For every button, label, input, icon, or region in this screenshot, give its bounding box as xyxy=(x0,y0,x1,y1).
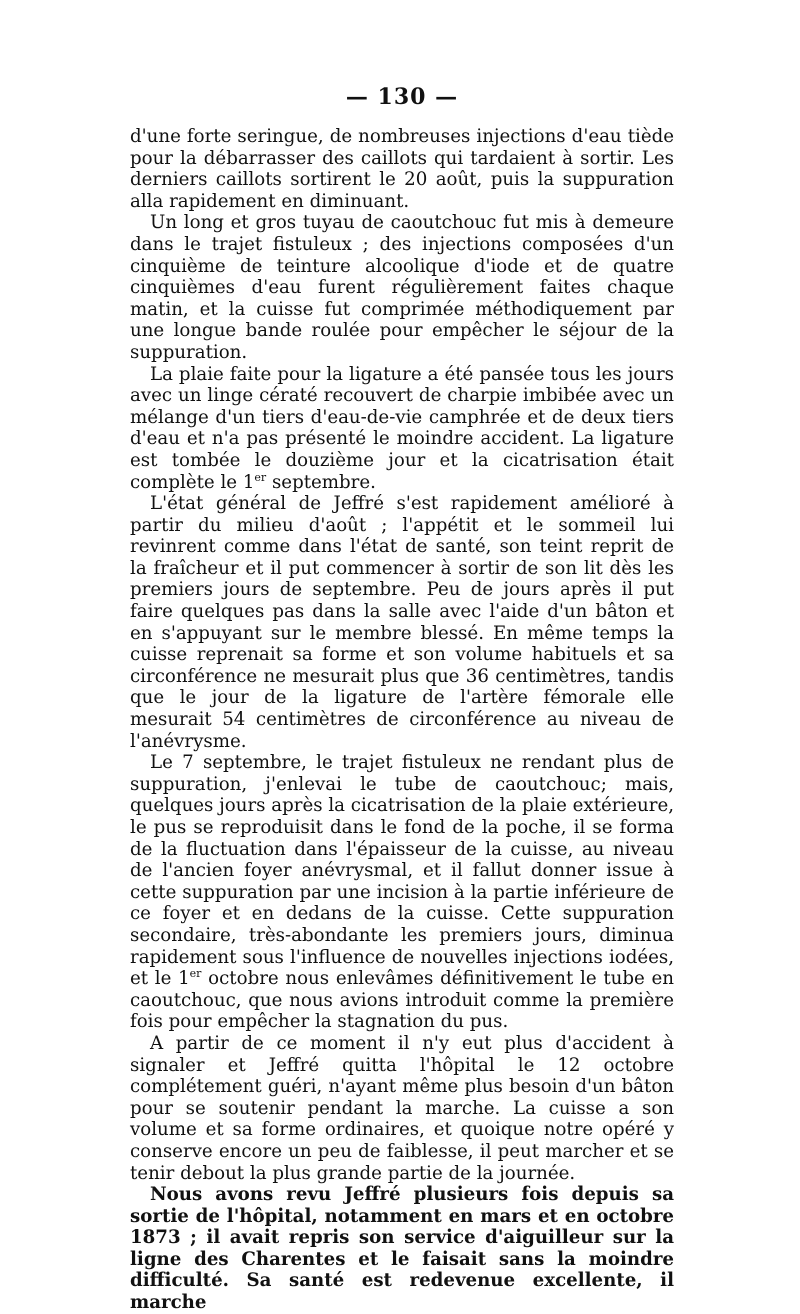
ordinal-superscript: er xyxy=(254,470,267,484)
paragraph-5-text-before: Le 7 septembre, le trajet fistuleux ne rendant plus de suppuration, j'enlevai le tube de caoutchouc; mais, quelques jours après la cicatrisation de la plaie extérieure, le pus se reproduisit dans le fond de la poche, il se forma de la fluctuation dans l'épaisseur de la cuisse, au niveau de l'ancien foyer anévrysmal, et il fallut donner issue à cette suppuration par une incision à la partie inférieure de ce foyer et en dedans de la cuisse. Cette suppuration secondaire, très-abondante les premiers jours, diminua rapidement sous l'influence de nouvelles injections iodées, et le 1 xyxy=(130,752,674,990)
page-number: — 130 — xyxy=(345,84,459,110)
paragraph-5 xyxy=(130,752,674,1033)
paragraph-7: Nous avons revu Jeffré plusieurs fois depuis sa sortie de l'hôpital, notamment en mars et en octobre 1873 ; il avait repris son service d'aiguilleur sur la ligne des Charentes et le faisait sans la moindre difficulté. Sa santé est redevenue excellente, il marche xyxy=(130,1184,674,1314)
paragraph-6: A partir de ce moment il n'y eut plus d'accident à signaler et Jeffré quitta l'hôpital le 12 octobre complétement guéri, n'ayant même plus besoin d'un bâton pour se soutenir pendant la marche. La cuisse a son volume et sa forme ordinaires, et quoique notre opéré y conserve encore un peu de faiblesse, il peut marcher et se tenir debout la plus grande partie de la journée. xyxy=(130,1032,674,1184)
ordinal-superscript: er xyxy=(189,967,202,981)
book-page xyxy=(130,84,674,1314)
paragraph-3 xyxy=(130,364,674,494)
paragraph-1: d'une forte seringue, de nombreuses injections d'eau tiède pour la débarrasser des caillots qui tardaient à sortir. Les derniers caillots sortirent le 20 août, puis la suppuration alla rapidement en diminuant. xyxy=(130,126,674,212)
paragraph-2: Un long et gros tuyau de caoutchouc fut mis à demeure dans le trajet fistuleux ; des injections composées d'un cinquième de teinture alcoolique d'iode et de quatre cinquièmes d'eau furent régulièrement faites chaque matin, et la cuisse fut comprimée méthodiquement par une longue bande roulée pour empêcher le séjour de la suppuration. xyxy=(130,212,674,363)
paragraph-3-text-after: septembre. xyxy=(266,471,376,493)
paragraph-5-text-after: octobre nous enlevâmes définitivement le tube en caoutchouc, que nous avions introduit comme la première fois pour empêcher la stagnation du pus. xyxy=(130,968,674,1033)
paragraph-3-text-before: La plaie faite pour la ligature a été pansée tous les jours avec un linge cératé recouvert de charpie imbibée avec un mélange d'un tiers d'eau-de-vie camphrée et de deux tiers d'eau et n'a pas présenté le moindre accident. La ligature est tombée le douzième jour et la cicatrisation était complète le 1 xyxy=(130,363,674,493)
paragraph-4: L'état général de Jeffré s'est rapidement amélioré à partir du milieu d'août ; l'appétit et le sommeil lui revinrent comme dans l'état de santé, son teint reprit de la fraîcheur et il put commencer à sortir de son lit dès les premiers jours de septembre. Peu de jours après il put faire quelques pas dans la salle avec l'aide d'un bâton et en s'appuyant sur le membre blessé. En même temps la cuisse reprenait sa forme et son volume habituels et sa circonférence ne mesurait plus que 36 centimètres, tandis que le jour de la ligature de l'artère fémorale elle mesurait 54 centimètres de circonférence au niveau de l'anévrysme. xyxy=(130,493,674,752)
